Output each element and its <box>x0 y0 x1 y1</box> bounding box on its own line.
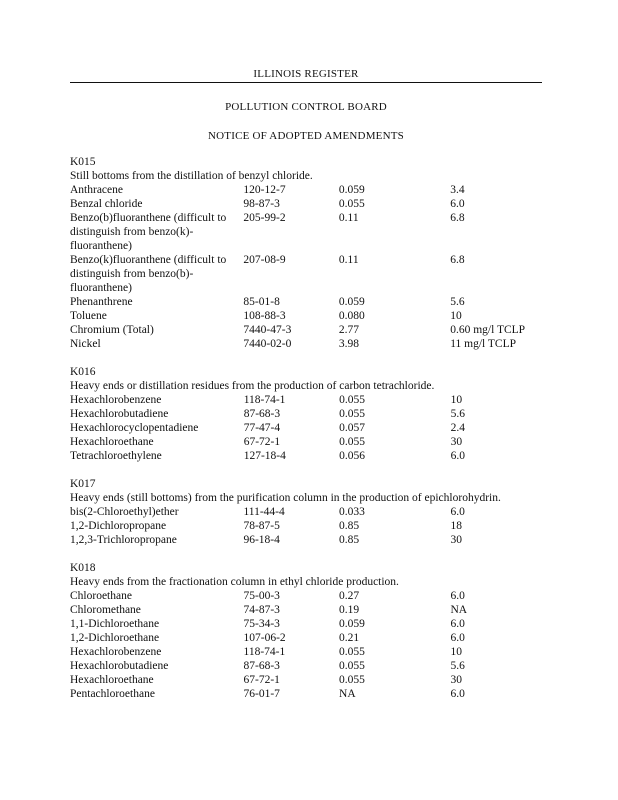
wastewater-standard: 0.27 <box>339 590 360 602</box>
wastewater-standard: 2.77 <box>338 324 359 336</box>
cas-number: 111-44-4 <box>243 506 285 518</box>
wastewater-standard: 0.055 <box>339 674 365 686</box>
nonwastewater-standard: 18 <box>450 520 462 532</box>
table-row <box>70 407 550 421</box>
waste-description: Heavy ends (still bottoms) from the purification column in the production of epichlorohydrin. <box>70 492 501 504</box>
nonwastewater-standard: 6.0 <box>450 450 465 462</box>
wastewater-standard: NA <box>339 688 356 700</box>
constituent-name: Hexachloroethane <box>70 436 154 448</box>
wastewater-standard: 0.080 <box>338 310 365 322</box>
constituent-name: Hexachlorobenzene <box>70 646 162 658</box>
waste-section <box>70 561 550 701</box>
nonwastewater-standard: 11 mg/l TCLP <box>450 338 517 350</box>
wastewater-standard: 0.057 <box>339 422 366 434</box>
constituent-name: 1,1-Dichloroethane <box>70 618 160 630</box>
nonwastewater-standard: 30 <box>450 436 463 448</box>
wastewater-standard: 0.85 <box>339 520 360 532</box>
cas-number: 76-01-7 <box>243 688 280 700</box>
nonwastewater-standard: 5.6 <box>450 296 465 308</box>
cas-number: 85-01-8 <box>243 296 280 308</box>
constituent-name: Chloroethane <box>70 590 132 602</box>
wastewater-standard: 0.059 <box>338 184 365 196</box>
register-header: ILLINOIS REGISTER <box>70 67 542 83</box>
nonwastewater-standard: 5.6 <box>450 660 465 672</box>
wastewater-standard: 0.055 <box>338 198 365 210</box>
cas-number: 108-88-3 <box>243 310 286 322</box>
table-row <box>70 533 550 547</box>
waste-code: K016 <box>70 366 96 378</box>
waste-code: K017 <box>70 478 96 490</box>
cas-number: 205-99-2 <box>243 212 286 224</box>
constituent-name: Toluene <box>70 310 107 322</box>
wastewater-standard: 0.055 <box>339 436 366 448</box>
cas-number: 127-18-4 <box>243 450 286 462</box>
wastewater-standard: 0.19 <box>339 604 360 616</box>
wastewater-standard: 0.055 <box>339 646 365 658</box>
table-row <box>70 211 550 253</box>
cas-number: 120-12-7 <box>243 184 286 196</box>
table-row <box>70 295 550 309</box>
table-row <box>70 197 550 211</box>
wastewater-standard: 0.85 <box>339 534 360 546</box>
cas-number: 107-06-2 <box>243 632 286 644</box>
table-row <box>70 393 550 407</box>
constituent-name: Hexachlorocyclopentadiene <box>70 422 199 434</box>
table-row <box>70 645 550 659</box>
cas-number: 78-87-5 <box>243 520 280 532</box>
constituent-name: Benzo(k)fluoranthene (difficult to distinguish from benzo(b)-fluoranthene) <box>70 254 227 294</box>
waste-description: Still bottoms from the distillation of benzyl chloride. <box>70 170 313 182</box>
board-title: POLLUTION CONTROL BOARD <box>225 101 387 113</box>
wastewater-standard: 0.11 <box>338 254 359 266</box>
constituent-name: Hexachlorobutadiene <box>70 408 169 420</box>
nonwastewater-standard: 6.8 <box>450 212 465 224</box>
table-row <box>70 603 550 617</box>
table-row <box>70 253 550 295</box>
wastewater-standard: 0.055 <box>339 394 366 406</box>
cas-number: 77-47-4 <box>243 422 281 434</box>
waste-description: Heavy ends or distillation residues from the production of carbon tetrachloride. <box>70 380 435 392</box>
constituent-name: bis(2-Chloroethyl)ether <box>70 506 179 518</box>
wastewater-standard: 0.055 <box>339 408 366 420</box>
table-row <box>70 673 550 687</box>
wastewater-standard: 0.11 <box>338 212 359 224</box>
table-row <box>70 323 550 337</box>
constituent-name: Benzo(b)fluoranthene (difficult to distinguish from benzo(k)-fluoranthene) <box>70 212 227 252</box>
table-row <box>70 631 550 645</box>
constituent-name: 1,2-Dichloropropane <box>70 520 167 532</box>
table-row <box>70 589 550 603</box>
nonwastewater-standard: NA <box>450 604 468 616</box>
cas-number: 75-34-3 <box>243 618 280 630</box>
cas-number: 207-08-9 <box>243 254 286 266</box>
waste-code: K015 <box>70 156 96 168</box>
constituent-name: Benzal chloride <box>70 198 143 210</box>
notice-title: NOTICE OF ADOPTED AMENDMENTS <box>208 130 404 142</box>
cas-number: 98-87-3 <box>243 198 280 210</box>
constituent-name: Phenanthrene <box>70 296 133 308</box>
nonwastewater-standard: 6.0 <box>450 506 465 518</box>
cas-number: 87-68-3 <box>243 660 280 672</box>
nonwastewater-standard: 0.60 mg/l TCLP <box>450 324 526 336</box>
table-row <box>70 659 550 673</box>
nonwastewater-standard: 10 <box>450 646 462 658</box>
cas-number: 67-72-1 <box>243 436 281 448</box>
constituent-name: Nickel <box>70 338 101 350</box>
table-row <box>70 309 550 323</box>
constituent-name: Hexachloroethane <box>70 674 154 686</box>
nonwastewater-standard: 2.4 <box>450 422 465 434</box>
nonwastewater-standard: 6.0 <box>450 632 465 644</box>
cas-number: 118-74-1 <box>243 394 286 406</box>
cas-number: 67-72-1 <box>243 674 280 686</box>
cas-number: 7440-47-3 <box>243 324 292 336</box>
nonwastewater-standard: 10 <box>450 394 463 406</box>
wastewater-standard: 3.98 <box>338 338 359 350</box>
table-row <box>70 449 550 463</box>
wastewater-standard: 0.059 <box>338 296 365 308</box>
constituent-table <box>70 505 550 547</box>
table-row <box>70 519 550 533</box>
table-row <box>70 505 550 519</box>
constituent-table <box>70 183 550 351</box>
constituent-name: 1,2-Dichloroethane <box>70 632 160 644</box>
nonwastewater-standard: 10 <box>450 310 462 322</box>
nonwastewater-standard: 6.0 <box>450 198 465 210</box>
waste-section <box>70 365 550 463</box>
table-row <box>70 183 550 197</box>
table-row <box>70 617 550 631</box>
cas-number: 75-00-3 <box>243 590 280 602</box>
waste-section <box>70 155 550 351</box>
cas-number: 74-87-3 <box>243 604 280 616</box>
wastewater-standard: 0.21 <box>339 632 360 644</box>
constituent-table <box>70 393 550 463</box>
nonwastewater-standard: 3.4 <box>450 184 465 196</box>
waste-section <box>70 477 550 547</box>
waste-code-listing <box>70 155 550 715</box>
nonwastewater-standard: 30 <box>450 674 462 686</box>
cas-number: 87-68-3 <box>243 408 281 420</box>
nonwastewater-standard: 30 <box>450 534 462 546</box>
table-row <box>70 435 550 449</box>
nonwastewater-standard: 6.0 <box>450 590 465 602</box>
cas-number: 7440-02-0 <box>243 338 292 350</box>
constituent-name: Anthracene <box>70 184 123 196</box>
constituent-table <box>70 589 550 701</box>
nonwastewater-standard: 5.6 <box>450 408 465 420</box>
waste-description: Heavy ends from the fractionation column in ethyl chloride production. <box>70 576 399 588</box>
constituent-name: 1,2,3-Trichloropropane <box>70 534 177 546</box>
wastewater-standard: 0.059 <box>339 618 365 630</box>
nonwastewater-standard: 6.0 <box>450 688 465 700</box>
constituent-name: Hexachlorobutadiene <box>70 660 169 672</box>
cas-number: 96-18-4 <box>243 534 280 546</box>
cas-number: 118-74-1 <box>243 646 286 658</box>
table-row <box>70 687 550 701</box>
constituent-name: Pentachloroethane <box>70 688 155 700</box>
waste-code: K018 <box>70 562 96 574</box>
nonwastewater-standard: 6.8 <box>450 254 465 266</box>
table-row <box>70 421 550 435</box>
constituent-name: Chromium (Total) <box>70 324 154 336</box>
nonwastewater-standard: 6.0 <box>450 618 465 630</box>
wastewater-standard: 0.033 <box>339 506 365 518</box>
constituent-name: Chloromethane <box>70 604 141 616</box>
wastewater-standard: 0.055 <box>339 660 365 672</box>
constituent-name: Tetrachloroethylene <box>70 450 162 462</box>
table-row <box>70 337 550 351</box>
wastewater-standard: 0.056 <box>339 450 366 462</box>
constituent-name: Hexachlorobenzene <box>70 394 162 406</box>
